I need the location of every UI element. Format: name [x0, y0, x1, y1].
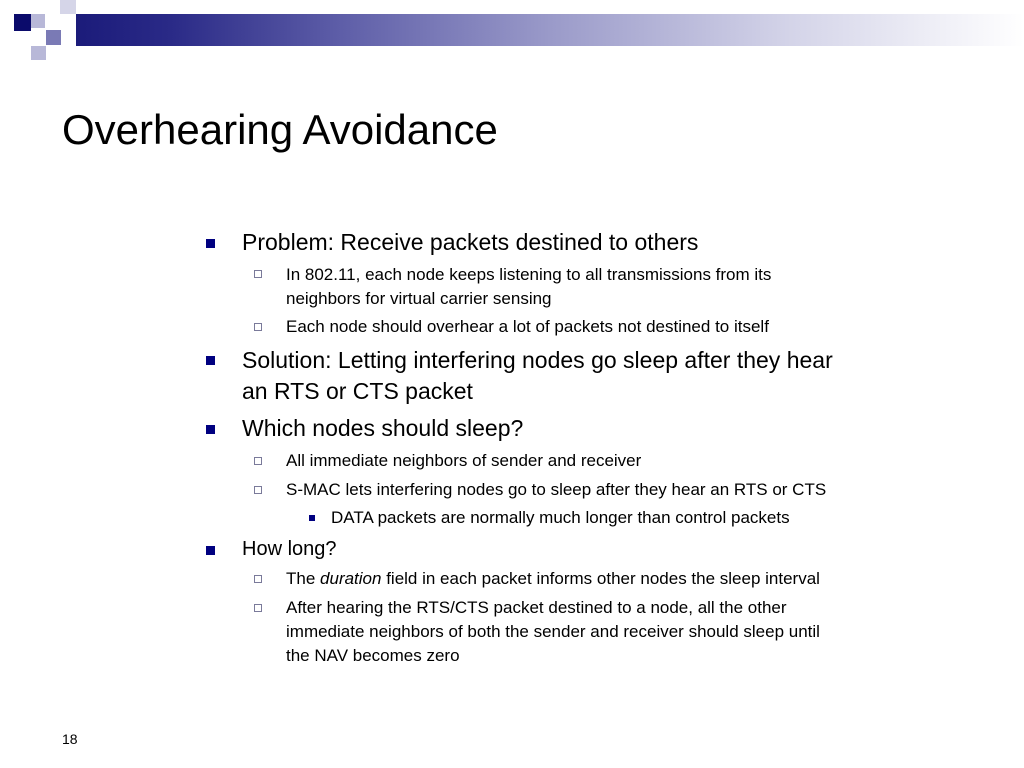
sub-bullet-text-after: field in each packet informs other nodes the sleep interval: [381, 569, 820, 588]
sub-bullet-item-continued: neighbors for virtual carrier sensing: [286, 289, 552, 308]
sub-bullet-emphasis: duration: [320, 569, 382, 588]
bullet-hollow-square-icon: [254, 575, 262, 583]
decor-square: [31, 14, 45, 28]
sub-bullet-item-continued: the NAV becomes zero: [286, 646, 460, 665]
bullet-hollow-square-icon: [254, 323, 262, 331]
bullet-hollow-square-icon: [254, 486, 262, 494]
sub-bullet-item: After hearing the RTS/CTS packet destined to a node, all the other: [286, 598, 787, 617]
decor-square: [31, 46, 46, 60]
decor-square-navy: [14, 14, 31, 31]
decor-square: [46, 30, 61, 45]
bullet-item-continued: an RTS or CTS packet: [242, 378, 473, 404]
sub-bullet-item-continued: immediate neighbors of both the sender and receiver should sleep until: [286, 622, 820, 641]
sub-bullet-text-before: The: [286, 569, 321, 588]
sub-bullet-item: Each node should overhear a lot of packets not destined to itself: [286, 317, 769, 336]
sub-bullet-item: All immediate neighbors of sender and receiver: [286, 451, 642, 470]
sub-sub-bullet-item: DATA packets are normally much longer than control packets: [331, 508, 790, 527]
sub-bullet-item: S-MAC lets interfering nodes go to sleep after they hear an RTS or CTS: [286, 480, 827, 499]
bullet-square-icon: [206, 239, 215, 248]
bullet-hollow-square-icon: [254, 604, 262, 612]
header-gradient-bar: [76, 14, 1024, 46]
bullet-square-icon: [206, 546, 215, 555]
bullet-square-icon: [206, 425, 215, 434]
bullet-item: Problem: Receive packets destined to others: [242, 229, 699, 255]
decor-square: [60, 0, 76, 14]
bullet-hollow-square-icon: [254, 457, 262, 465]
bullet-item: Which nodes should sleep?: [242, 415, 524, 441]
bullet-square-icon: [206, 356, 215, 365]
bullet-item: How long?: [242, 538, 337, 560]
slide-title: Overhearing Avoidance: [62, 106, 498, 153]
sub-bullet-item: In 802.11, each node keeps listening to all transmissions from its: [286, 265, 772, 284]
page-number: 18: [62, 731, 78, 747]
bullet-small-square-icon: [309, 515, 315, 521]
bullet-hollow-square-icon: [254, 270, 262, 278]
sub-bullet-item: [286, 567, 820, 591]
bullet-item: Solution: Letting interfering nodes go sleep after they hear: [242, 347, 833, 373]
